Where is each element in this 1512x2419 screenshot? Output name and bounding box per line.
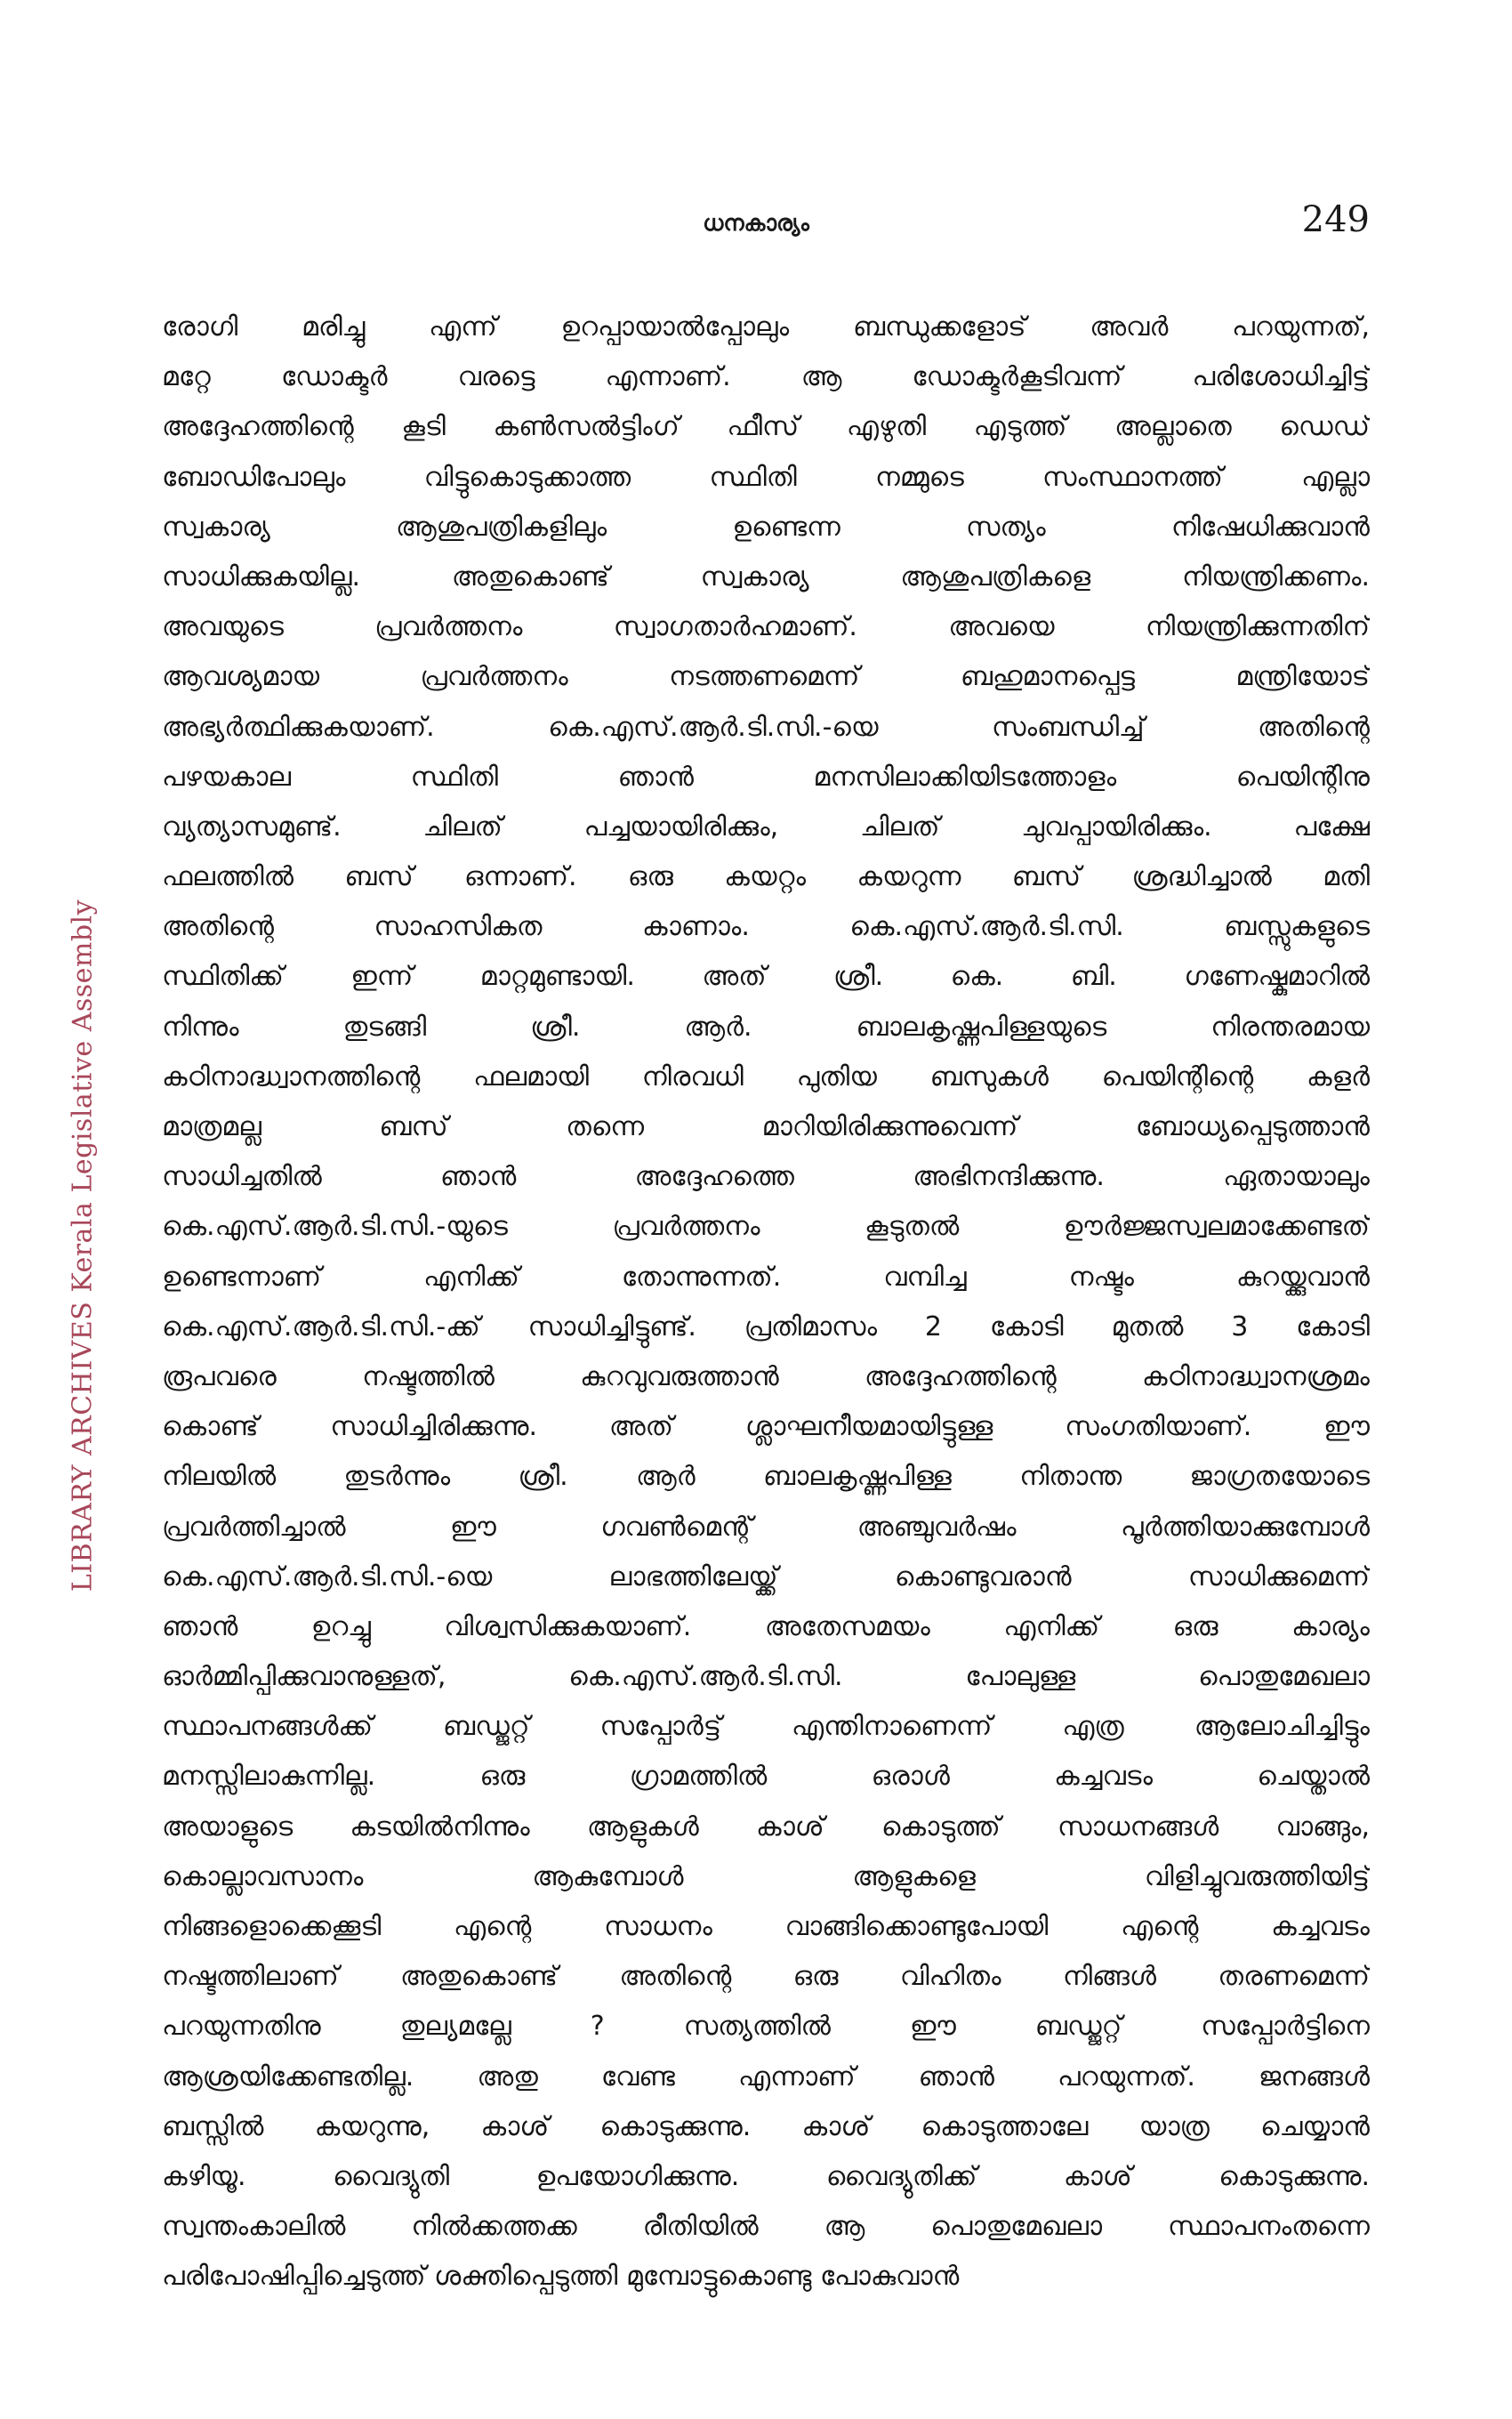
text-line: മറ്റേ ഡോക്ടർ വരട്ടെ എന്നാണ്. ആ ഡോക്ടർകൂടിവന്ന് പരിശോധിച്ചിട്ട്: [162, 361, 1370, 393]
text-line: കഠിനാദ്ധ്വാനത്തിന്റെ ഫലമായി നിരവധി പുതിയ ബസുകൾ പെയിന്റിന്റെ കളർ: [162, 1060, 1370, 1093]
text-line: കഴിയൂ. വൈദ്യുതി ഉപയോഗിക്കുന്നു. വൈദ്യുതിക്ക് കാശ് കൊടുക്കുന്നു.: [162, 2160, 1370, 2192]
text-line: കെ.എസ്.ആർ.ടി.സി.-ക്ക് സാധിച്ചിട്ടുണ്ട്. പ്രതിമാസം 2 കോടി മുതൽ 3 കോടി: [162, 1310, 1370, 1343]
text-line: കൊല്ലാവസാനം ആകുമ്പോൾ ആളുകളെ വിളിച്ചുവരുത്തിയിട്ട്: [162, 1860, 1370, 1892]
text-line: പറയുന്നതിനു തുല്യമല്ലേ ? സത്യത്തിൽ ഈ ബഡ്ജറ്റ് സപ്പോർട്ടിനെ: [162, 2011, 1370, 2043]
side-watermark: LIBRARY ARCHIVES Kerala Legislative Assembly: [67, 899, 99, 1593]
text-line: നിങ്ങളൊക്കെക്കൂടി എന്റെ സാധനം വാങ്ങിക്കൊണ്ടുപോയി എന്റെ കച്ചവടം: [162, 1911, 1370, 1942]
text-line: നിലയിൽ തുടർന്നും ശ്രീ. ആർ ബാലകൃഷ്ണപിള്ള നിതാന്ത ജാഗ്രതയോടെ: [162, 1461, 1370, 1493]
text-line: അഭ്യർത്ഥിക്കുകയാണ്. കെ.എസ്.ആർ.ടി.സി.-യെ സംബന്ധിച്ച് അതിന്റെ: [162, 711, 1370, 743]
text-line: കെ.എസ്.ആർ.ടി.സി.-യെ ലാഭത്തിലേയ്ക്ക് കൊണ്ടുവരാൻ സാധിക്കുമെന്ന്: [162, 1560, 1370, 1593]
text-line: അദ്ദേഹത്തിന്റെ കൂടി കൺസൽട്ടിംഗ് ഫീസ് എഴുതി എടുത്ത് അല്ലാതെ ഡെഡ്: [162, 411, 1370, 443]
text-line: വ്യത്യാസമുണ്ട്. ചിലത് പച്ചയായിരിക്കും, ചിലത് ചുവപ്പായിരിക്കും. പക്ഷേ: [162, 810, 1370, 843]
text-line: ഞാൻ ഉറച്ചു വിശ്വസിക്കുകയാണ്. അതേസമയം എനിക്ക് ഒരു കാര്യം: [162, 1610, 1370, 1642]
text-line: രൂപവരെ നഷ്ടത്തിൽ കുറവുവരുത്താൻ അദ്ദേഹത്തിന്റെ കഠിനാദ്ധ്വാനശ്രമം: [162, 1360, 1370, 1392]
text-line: സാധിച്ചതിൽ ഞാൻ അദ്ദേഹത്തെ അഭിനന്ദിക്കുന്നു. ഏതായാലും: [162, 1161, 1370, 1193]
page-number: 249: [1301, 199, 1370, 240]
text-line: അയാളുടെ കടയിൽനിന്നും ആളുകൾ കാശ് കൊടുത്ത് സാധനങ്ങൾ വാങ്ങും,: [162, 1810, 1370, 1842]
text-line: രോഗി മരിച്ചു എന്ന് ഉറപ്പായാൽപ്പോലും ബന്ധുക്കളോട് അവർ പറയുന്നത്,: [162, 311, 1370, 343]
text-line: സ്ഥാപനങ്ങൾക്ക് ബഡ്ജറ്റ് സപ്പോർട്ട് എന്തിനാണെന്ന് എത്ര ആലോചിച്ചിട്ടും: [162, 1711, 1370, 1743]
running-head: ധനകാര്യം: [703, 210, 809, 236]
text-line: നഷ്ടത്തിലാണ് അതുകൊണ്ട് അതിന്റെ ഒരു വിഹിതം നിങ്ങൾ തരണമെന്ന്: [162, 1961, 1370, 1993]
text-line: സ്വകാര്യ ആശുപത്രികളിലും ഉണ്ടെന്ന സത്യം നിഷേധിക്കുവാൻ: [162, 511, 1370, 543]
text-line: നിന്നും തുടങ്ങി ശ്രീ. ആർ. ബാലകൃഷ്ണപിള്ളയുടെ നിരന്തരമായ: [162, 1011, 1370, 1043]
text-line: മനസ്സിലാകുന്നില്ല. ഒരു ഗ്രാമത്തിൽ ഒരാൾ കച്ചവടം ചെയ്താൽ: [162, 1761, 1370, 1793]
text-line: മാത്രമല്ല ബസ് തന്നെ മാറിയിരിക്കുന്നുവെന്ന് ബോധ്യപ്പെടുത്താൻ: [162, 1111, 1370, 1142]
text-line: പഴയകാല സ്ഥിതി ഞാൻ മനസിലാക്കിയിടത്തോളം പെയിന്റിനു: [162, 761, 1370, 793]
text-line: ആവശ്യമായ പ്രവർത്തനം നടത്തണമെന്ന് ബഹുമാനപ്പെട്ട മന്ത്രിയോട്: [162, 661, 1370, 693]
text-line: ഉണ്ടെന്നാണ് എനിക്ക് തോന്നുന്നത്. വമ്പിച്ച നഷ്ടം കുറയ്ക്കുവാൻ: [162, 1261, 1370, 1293]
text-line: ബോഡിപോലും വിട്ടുകൊടുക്കാത്ത സ്ഥിതി നമ്മുടെ സംസ്ഥാനത്ത് എല്ലാ: [162, 461, 1370, 493]
text-line: അതിന്റെ സാഹസികത കാണാം. കെ.എസ്.ആർ.ടി.സി. ബസ്സുകളുടെ: [162, 911, 1370, 943]
text-line: സാധിക്കുകയില്ല. അതുകൊണ്ട് സ്വകാര്യ ആശുപത്രികളെ നിയന്ത്രിക്കണം.: [162, 560, 1370, 593]
text-line: ഫലത്തിൽ ബസ് ഒന്നാണ്. ഒരു കയറ്റം കയറുന്ന ബസ് ശ്രദ്ധിച്ചാൽ മതി: [162, 861, 1370, 893]
text-line: കെ.എസ്.ആർ.ടി.സി.-യുടെ പ്രവർത്തനം കൂടുതൽ ഊർജ്ജസ്വലമാക്കേണ്ടത്: [162, 1211, 1370, 1243]
text-line: ബസ്സിൽ കയറുന്നു, കാശ് കൊടുക്കുന്നു. കാശ് കൊടുത്താലേ യാത്ര ചെയ്യാൻ: [162, 2110, 1370, 2142]
text-line: ഓർമ്മിപ്പിക്കുവാനുള്ളത്, കെ.എസ്.ആർ.ടി.സി. പോലുള്ള പൊതുമേഖലാ: [162, 1661, 1370, 1693]
body-text: [162, 302, 1370, 2302]
text-line: പ്രവർത്തിച്ചാൽ ഈ ഗവൺമെന്റ് അഞ്ചുവർഷം പൂർത്തിയാക്കുമ്പോൾ: [162, 1511, 1370, 1543]
text-line: സ്ഥിതിക്ക് ഇന്ന് മാറ്റമുണ്ടായി. അത് ശ്രീ. കെ. ബി. ഗണേഷ്കുമാറിൽ: [162, 961, 1370, 993]
text-line: കൊണ്ട് സാധിച്ചിരിക്കുന്നു. അത് ശ്ലാഘനീയമായിട്ടുള്ള സംഗതിയാണ്. ഈ: [162, 1411, 1370, 1443]
text-line: സ്വന്തംകാലിൽ നിൽക്കത്തക്ക രീതിയിൽ ആ പൊതുമേഖലാ സ്ഥാപനംതന്നെ: [162, 2211, 1370, 2243]
text-line: ആശ്രയിക്കേണ്ടതില്ല. അതു വേണ്ട എന്നാണ് ഞാൻ പറയുന്നത്. ജനങ്ങൾ: [162, 2060, 1370, 2092]
text-line: അവയുടെ പ്രവർത്തനം സ്വാഗതാർഹമാണ്. അവയെ നിയന്ത്രിക്കുന്നതിന്: [162, 611, 1370, 643]
text-line: പരിപോഷിപ്പിച്ചെടുത്ത് ശക്തിപ്പെടുത്തി മുമ്പോട്ടുകൊണ്ടു പോകുവാൻ: [162, 2261, 960, 2293]
